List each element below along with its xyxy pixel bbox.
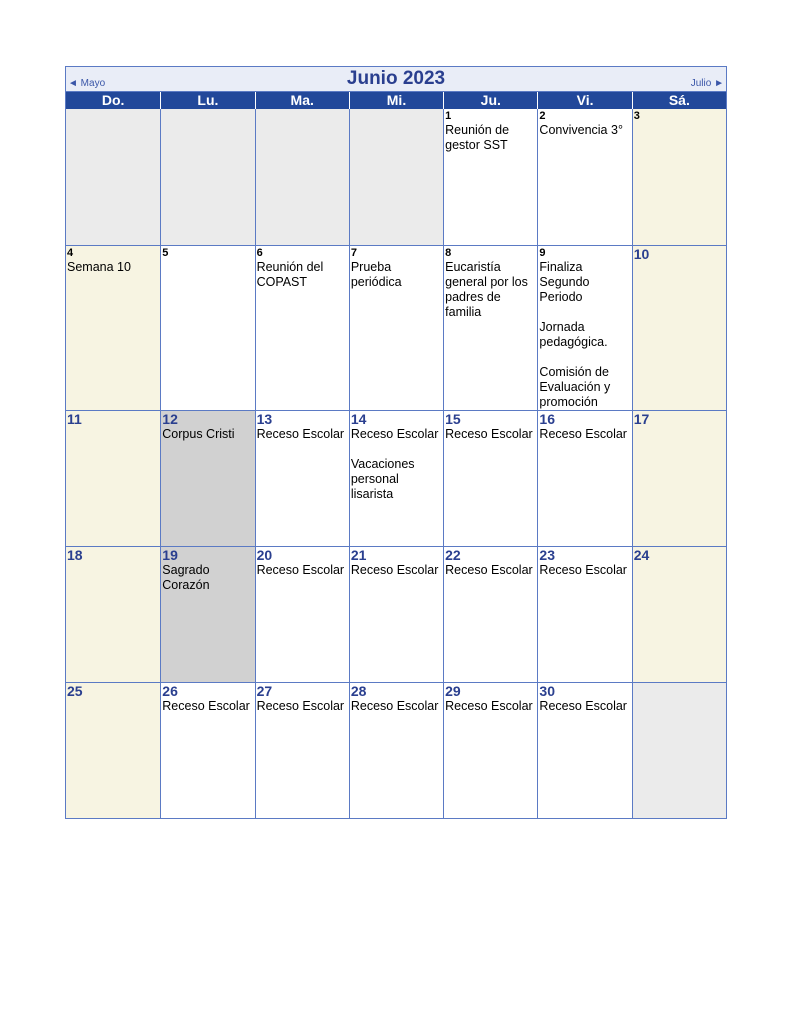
event-label: Corpus Cristi [162, 427, 235, 441]
weekday-monday: Lu. [160, 92, 254, 109]
day-number: 10 [633, 246, 650, 262]
day-number: 25 [67, 683, 83, 699]
event-label: Sagrado Corazón [162, 563, 210, 592]
day-cell-14[interactable] [349, 410, 443, 546]
day-number: 4 [67, 247, 74, 259]
day-cell-4[interactable] [66, 245, 160, 410]
day-number: 28 [350, 683, 367, 699]
event-label: Receso Escolar [445, 563, 533, 577]
day-cell-10[interactable] [632, 245, 726, 410]
event-label: Semana 10 [67, 260, 131, 274]
prev-month-link[interactable]: ◄ Mayo [68, 78, 106, 89]
day-cell-27[interactable] [255, 682, 349, 818]
day-cell-16[interactable] [537, 410, 631, 546]
calendar-header [66, 67, 726, 92]
day-number: 12 [162, 411, 178, 427]
day-cell-24[interactable] [632, 546, 726, 682]
event-label: Receso Escolar [350, 699, 439, 713]
day-cell-21[interactable] [349, 546, 443, 682]
event-label: Prueba periódica [350, 260, 402, 289]
event-label: Convivencia 3° [539, 123, 623, 137]
day-number: 24 [633, 547, 650, 563]
day-number: 5 [162, 247, 169, 259]
event-label: Receso Escolar [162, 699, 250, 713]
event-label: Eucaristía general por los padres de familia [445, 260, 528, 319]
day-number: 29 [445, 683, 461, 699]
month-title: Junio 2023 [346, 68, 446, 89]
day-cell-empty [66, 109, 160, 245]
weekday-thursday: Ju. [443, 92, 537, 109]
day-cell-19[interactable] [160, 546, 254, 682]
weekday-header-row [66, 92, 726, 109]
day-grid [66, 109, 726, 818]
day-number: 11 [67, 411, 82, 427]
day-number: 21 [350, 547, 367, 563]
day-cell-13[interactable] [255, 410, 349, 546]
day-cell-2[interactable] [537, 109, 631, 245]
day-cell-17[interactable] [632, 410, 726, 546]
day-cell-20[interactable] [255, 546, 349, 682]
day-number: 19 [162, 547, 178, 563]
event-label: Receso Escolar [539, 699, 627, 713]
weekday-tuesday: Ma. [255, 92, 349, 109]
event-label: Receso Escolar [256, 563, 345, 577]
day-cell-23[interactable] [537, 546, 631, 682]
day-number: 23 [539, 547, 555, 563]
next-month-link[interactable]: Julio ► [690, 78, 724, 89]
event-label: Receso Escolar [350, 563, 439, 577]
day-number: 17 [633, 411, 650, 427]
day-number: 18 [67, 547, 83, 563]
day-number: 7 [350, 247, 357, 259]
day-cell-empty [632, 682, 726, 818]
day-number: 1 [445, 110, 452, 122]
day-cell-25[interactable] [66, 682, 160, 818]
day-number: 20 [256, 547, 273, 563]
event-label: Receso Escolar [350, 427, 439, 441]
weekday-wednesday: Mi. [349, 92, 443, 109]
day-number: 22 [445, 547, 461, 563]
day-number: 2 [539, 110, 546, 122]
day-cell-3[interactable] [632, 109, 726, 245]
day-cell-8[interactable] [443, 245, 537, 410]
event-label: Comisión de Evaluación y promoción [539, 365, 611, 409]
calendar [65, 66, 727, 819]
event-label: Reunión del COPAST [256, 260, 324, 289]
day-cell-empty [349, 109, 443, 245]
day-number: 13 [256, 411, 273, 427]
weekday-saturday: Sá. [632, 92, 726, 109]
day-cell-6[interactable] [255, 245, 349, 410]
day-cell-9[interactable] [537, 245, 631, 410]
day-cell-15[interactable] [443, 410, 537, 546]
day-cell-26[interactable] [160, 682, 254, 818]
day-cell-7[interactable] [349, 245, 443, 410]
day-number: 26 [162, 683, 178, 699]
day-number: 8 [445, 247, 452, 259]
event-label: Jornada pedagógica. [539, 320, 608, 349]
day-cell-1[interactable] [443, 109, 537, 245]
day-cell-29[interactable] [443, 682, 537, 818]
weekday-sunday: Do. [101, 92, 125, 108]
event-label: Receso Escolar [256, 699, 345, 713]
event-label: Receso Escolar [539, 563, 627, 577]
day-number: 15 [445, 411, 461, 427]
event-label: Receso Escolar [445, 427, 533, 441]
day-cell-empty [160, 109, 254, 245]
day-number: 30 [539, 683, 555, 699]
day-number: 14 [350, 411, 367, 427]
day-number: 16 [539, 411, 555, 427]
day-number: 27 [256, 683, 273, 699]
weekday-friday: Vi. [537, 92, 631, 109]
day-cell-28[interactable] [349, 682, 443, 818]
day-cell-11[interactable] [66, 410, 160, 546]
day-cell-22[interactable] [443, 546, 537, 682]
day-number: 3 [633, 110, 640, 122]
day-cell-empty [255, 109, 349, 245]
day-number: 9 [539, 247, 546, 259]
event-label: Finaliza Segundo Periodo [539, 260, 590, 304]
day-cell-18[interactable] [66, 546, 160, 682]
event-label: Vacaciones personal lisarista [350, 457, 415, 501]
day-cell-12[interactable] [160, 410, 254, 546]
day-number: 6 [256, 247, 263, 259]
event-label: Receso Escolar [256, 427, 345, 441]
event-label: Reunión de gestor SST [445, 123, 510, 152]
event-label: Receso Escolar [445, 699, 533, 713]
day-cell-30[interactable] [537, 682, 631, 818]
event-label: Receso Escolar [539, 427, 627, 441]
day-cell-5[interactable] [160, 245, 254, 410]
